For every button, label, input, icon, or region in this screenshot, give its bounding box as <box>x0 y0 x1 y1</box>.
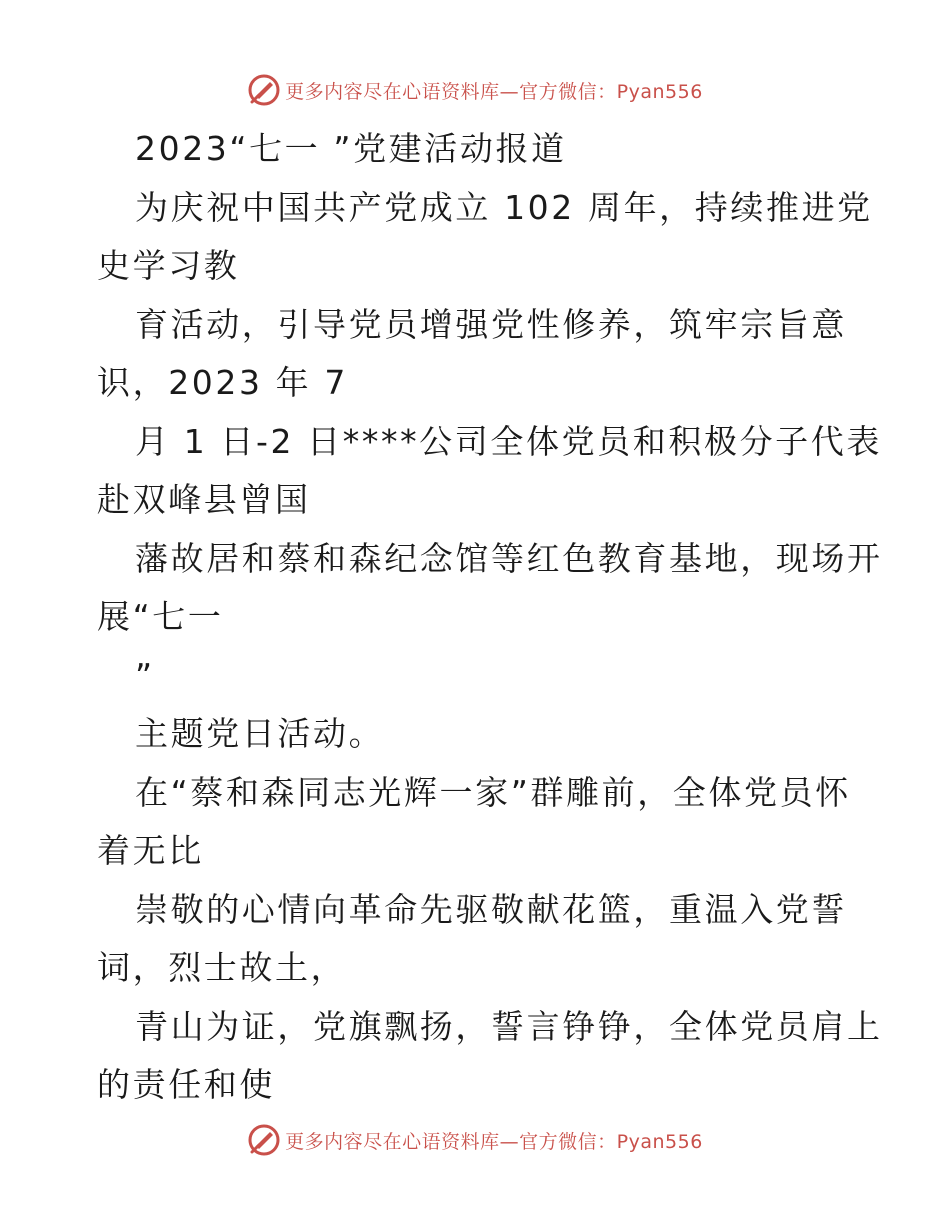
text-line: 词，烈士故土， <box>97 948 347 987</box>
watermark-footer <box>0 1120 950 1160</box>
text-line: 青山为证，党旗飘扬，誓言铮铮，全体党员肩上 <box>135 1006 883 1046</box>
text-line: 赴双峰县曾国 <box>97 480 311 519</box>
watermark-text: 更多内容尽在心语资料库—官方微信：Pyan556 <box>285 1130 703 1153</box>
text-line: 史学习教 <box>97 246 240 285</box>
brand-logo-icon <box>247 73 281 107</box>
text-line: 识，2023 年 7 <box>97 363 348 402</box>
watermark-text: 更多内容尽在心语资料库—官方微信：Pyan556 <box>285 80 703 103</box>
watermark-header <box>0 70 950 110</box>
text-line: 月 1 日-2 日****公司全体党员和积极分子代表 <box>135 421 882 461</box>
text-line: 主题党日活动。 <box>135 714 385 753</box>
text-line: 展“七一 <box>97 597 224 636</box>
text-line: 崇敬的心情向革命先驱敬献花篮，重温入党誓 <box>135 889 847 929</box>
text-line: 藩故居和蔡和森纪念馆等红色教育基地，现场开 <box>135 538 883 578</box>
text-line: 的责任和使 <box>97 1065 275 1104</box>
document-body <box>97 120 883 1115</box>
text-line: 为庆祝中国共产党成立 102 周年，持续推进党 <box>135 187 873 227</box>
text-line: 育活动，引导党员增强党性修养，筑牢宗旨意 <box>135 304 847 344</box>
brand-logo-icon <box>247 1123 281 1157</box>
text-line: 2023“七一 ”党建活动报道 <box>135 129 567 168</box>
text-line: 在“蔡和森同志光辉一家”群雕前，全体党员怀 <box>135 772 851 812</box>
text-line: 着无比 <box>97 831 204 870</box>
text-line: ” <box>135 655 155 695</box>
